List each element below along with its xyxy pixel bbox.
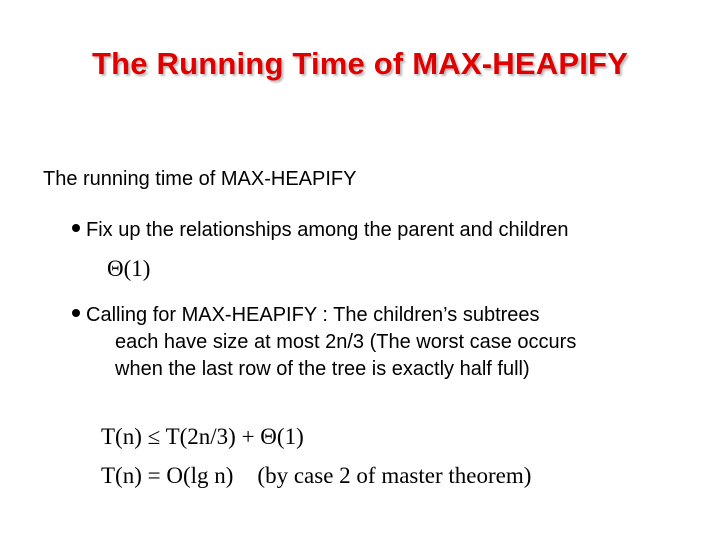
bullet-calling-line2: each have size at most 2n/3 (The worst case occurs [115,331,577,353]
bullet-calling-line1: Calling for MAX-HEAPIFY : The children’s subtrees [86,304,540,326]
slide-title: The Running Time of MAX-HEAPIFY [91,46,629,81]
theta-one-formula: Θ(1) [107,256,151,281]
bullet-dot-icon [72,224,80,232]
recurrence-equation: T(n) ≤ T(2n/3) + Θ(1) [101,424,304,449]
bullet-calling [72,302,692,383]
bullet-fix-up [72,217,569,244]
bullet-dot-icon [72,309,80,317]
solution-note: (by case 2 of master theorem) [257,463,532,488]
bullet-fix-up-text: Fix up the relationships among the parent and children [86,219,569,241]
solution-formula: T(n) = O(lg n) [101,463,234,488]
intro-text: The running time of MAX-HEAPIFY [43,168,357,190]
bullet-calling-line3: when the last row of the tree is exactly half full) [115,358,530,380]
solution-equation [101,463,531,489]
